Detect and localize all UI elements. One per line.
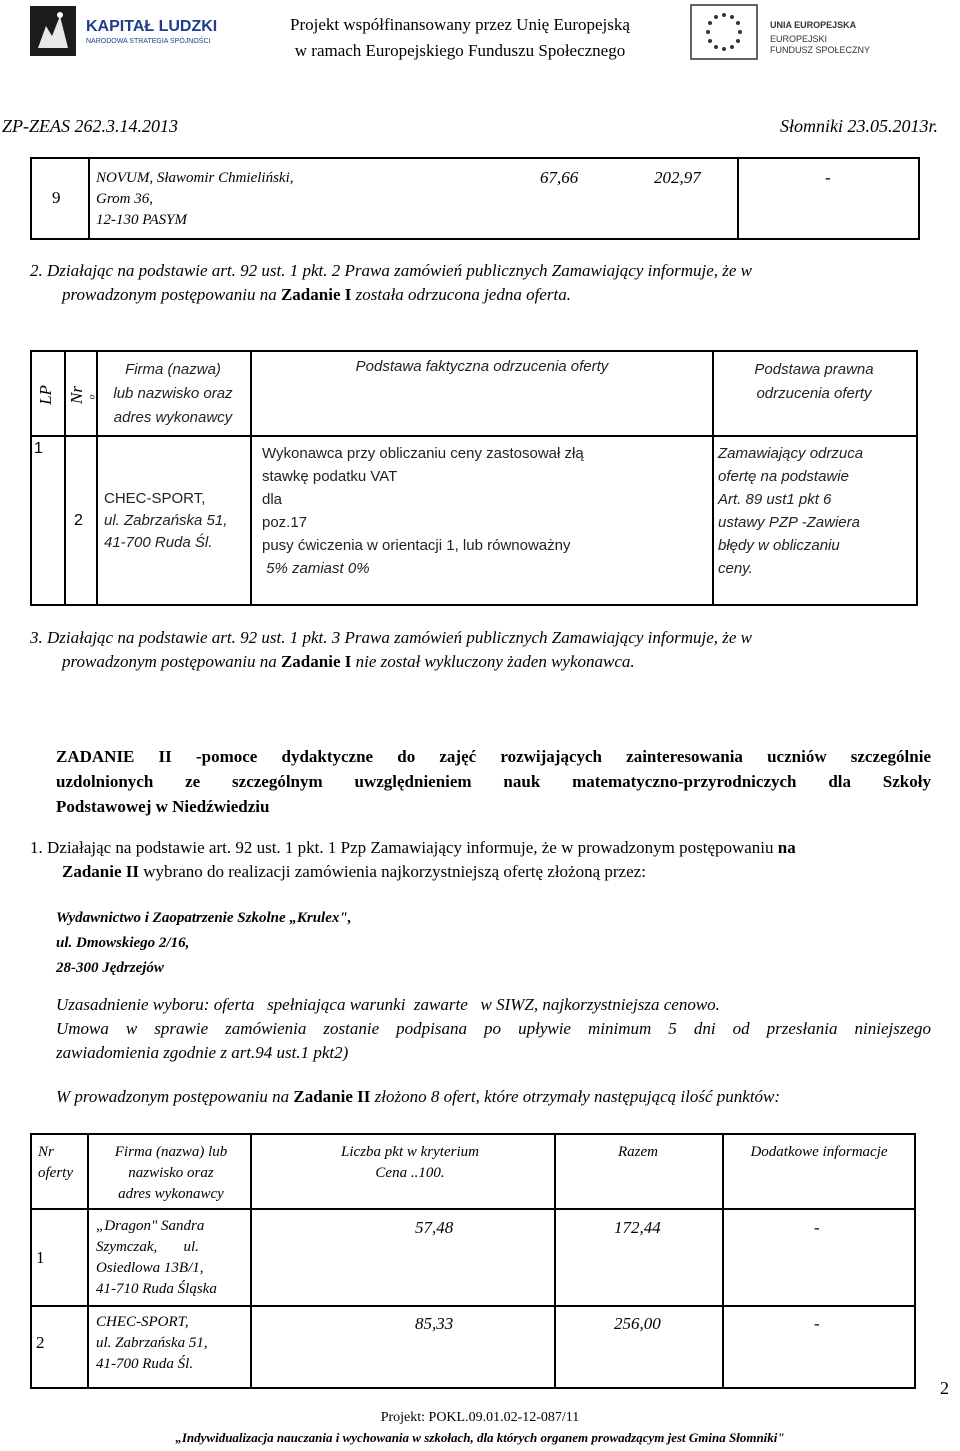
text: ustawy PZP -Zawiera <box>718 514 860 531</box>
text: złożono 8 ofert, które otrzymały następującą ilość punktów: <box>370 1087 781 1106</box>
text: Art. 89 ust1 pkt 6 <box>718 491 832 508</box>
section-3-line-1: 3. Działając na podstawie art. 92 ust. 1 pkt. 3 Prawa zamówień publicznych Zamawiający informuje, że w <box>30 628 753 647</box>
header-nr <box>38 1142 73 1184</box>
row-sum: 172,44 <box>614 1218 661 1237</box>
row-legal-basis <box>718 442 914 580</box>
text: pusy ćwiczenia w orientacji 1, lub równoważny <box>262 537 571 554</box>
winner-street: ul. Dmowskiego 2/16, <box>56 935 190 951</box>
header-extra: Dodatkowe informacje <box>750 1144 888 1160</box>
footer-project: Projekt: POKL.09.01.02-12-087/11 <box>380 1410 580 1425</box>
firm-line: Grom 36, <box>96 191 153 207</box>
text: 1. Działając na podstawie art. 92 ust. 1 pkt. 1 Pzp Zamawiający informuje, że w prowadzonym postępowaniu <box>30 838 778 857</box>
text: Umowa w sprawie zamówienia zostanie podpisana po upływie minimum 5 dni od przesłania niniejszego <box>56 1019 931 1038</box>
table-row-value-2: 202,97 <box>654 168 701 187</box>
header-legal-basis <box>714 358 914 406</box>
text: nie został wykluczony żaden wykonawca. <box>351 652 635 671</box>
eu-logo-line-3: FUNDUSZ SPOŁECZNY <box>770 45 871 55</box>
header-nr-sub: o <box>86 394 97 400</box>
table-row-value-1: 67,66 <box>540 168 579 187</box>
table-row-lp: 9 <box>52 188 61 207</box>
row-nr: 1 <box>36 1248 45 1267</box>
row-nr: 2 <box>36 1333 45 1352</box>
row-lp: 1 <box>34 440 43 457</box>
title-line: ZADANIE II -pomoce dydaktyczne do zajęć rozwijających zainteresowania uczniów szczególnie <box>56 747 931 766</box>
row-firm <box>96 1216 217 1300</box>
cofinancing-line-1: Projekt współfinansowany przez Unię Europejską <box>290 15 630 34</box>
task-name: Zadanie II <box>62 862 139 881</box>
text: Zamawiający odrzuca <box>718 445 864 462</box>
text: wybrano do realizacji zamówienia najkorzystniejszą ofertę złożoną przez: <box>139 862 646 881</box>
row-extra: - <box>814 1218 820 1237</box>
text: adres wykonawcy <box>118 1186 224 1202</box>
section-2-line-2 <box>30 283 930 307</box>
eu-logo-line-2: EUROPEJSKI <box>770 34 828 44</box>
task-name: Zadanie I <box>280 652 352 671</box>
text: oferty <box>38 1165 73 1181</box>
text: prowadzonym postępowaniu na <box>62 652 281 671</box>
text: ofertę na podstawie <box>718 468 849 485</box>
offers-summary <box>56 1085 780 1109</box>
text: odrzucenia oferty <box>756 385 872 402</box>
text: została odrzucona jedna oferta. <box>351 285 571 304</box>
header-lp: LP <box>35 385 55 405</box>
text: dla <box>262 491 283 508</box>
place-and-date: Słomniki 23.05.2013r. <box>779 116 938 136</box>
text: CHEC-SPORT, <box>96 1314 189 1330</box>
eu-logo-line-1: UNIA EUROPEJSKA <box>770 20 857 30</box>
row-points: 57,48 <box>415 1218 454 1237</box>
text: 41-710 Ruda Śląska <box>96 1281 217 1297</box>
text: lub nazwisko oraz <box>113 385 233 402</box>
task-name: Zadanie II <box>293 1087 371 1106</box>
row-extra: - <box>814 1314 820 1333</box>
text: Firma (nazwa) <box>125 361 221 378</box>
text: „Dragon" Sandra <box>96 1218 205 1234</box>
kl-logo-title: KAPITAŁ LUDZKI <box>86 18 218 35</box>
firm-line: NOVUM, Sławomir Chmieliński, <box>96 170 294 186</box>
contract-note <box>56 1017 931 1065</box>
kl-logo-subtitle: NARODOWA STRATEGIA SPÓJNOŚCI <box>86 38 211 45</box>
section-2-paragraph <box>30 259 930 307</box>
text: zawiadomienia zgodnie z art.94 ust.1 pkt2) <box>56 1043 349 1062</box>
text: CHEC-SPORT, <box>104 490 206 507</box>
cofinancing-line-2: w ramach Europejskiego Funduszu Społecznego <box>294 41 626 60</box>
row-sum: 256,00 <box>614 1314 661 1333</box>
zadanie-2-title <box>56 744 931 819</box>
text: na <box>777 838 796 857</box>
paragraph-line <box>30 860 935 884</box>
firm-line: 12-130 PASYM <box>96 212 187 228</box>
text: adres wykonawcy <box>113 409 233 426</box>
text: Szymczak, ul. <box>96 1239 199 1255</box>
text: prowadzonym postępowaniu na <box>62 285 281 304</box>
winner-name: Wydawnictwo i Zaopatrzenie Szkolne „Krulex", <box>56 910 352 926</box>
text: Liczba pkt w kryterium <box>341 1144 479 1160</box>
row-nr: 2 <box>74 512 83 529</box>
row-firm <box>104 488 227 554</box>
reference-number: ZP-ZEAS 262.3.14.2013 <box>2 116 179 136</box>
text: stawkę podatku VAT <box>262 468 398 485</box>
cofinancing-header <box>250 12 670 64</box>
text: 41-700 Ruda Śl. <box>96 1356 194 1372</box>
header-nr: Nr <box>66 386 86 404</box>
text: Nr <box>38 1144 54 1160</box>
row-points: 85,33 <box>415 1314 454 1333</box>
text: nazwisko oraz <box>128 1165 214 1181</box>
section-3-line-2 <box>30 650 930 674</box>
text: W prowadzonym postępowaniu na <box>56 1087 294 1106</box>
section-2-line-1: 2. Działając na podstawie art. 92 ust. 1 pkt. 2 Prawa zamówień publicznych Zamawiający informuje, że w <box>30 261 753 280</box>
kapital-ludzki-logo <box>30 6 230 56</box>
text: ul. Zabrzańska 51, <box>104 512 228 529</box>
row-firm <box>96 1312 208 1375</box>
text: ceny. <box>718 560 753 577</box>
text: ul. Zabrzańska 51, <box>96 1335 208 1351</box>
page-number: 2 <box>940 1378 949 1398</box>
text: Wykonawca przy obliczaniu ceny zastosował złą <box>262 445 584 462</box>
text: Osiedlowa 13B/1, <box>96 1260 204 1276</box>
text: Firma (nazwa) lub <box>114 1144 228 1160</box>
section-3-paragraph <box>30 626 930 674</box>
justification: Uzasadnienie wyboru: oferta spełniająca warunki zawarte w SIWZ, najkorzystniejsza cenowo. <box>56 995 720 1014</box>
row-factual-basis <box>262 442 708 580</box>
eu-flag-icon <box>690 4 758 60</box>
header-firm <box>96 1142 246 1205</box>
title-line: uzdolnionych ze szczególnym uwzględnieniem nauk matematyczno-przyrodniczych dla Szkoły <box>56 772 931 791</box>
header-factual-basis: Podstawa faktyczna odrzucenia oferty <box>355 358 609 375</box>
task-name: Zadanie I <box>280 285 352 304</box>
text: Cena ..100. <box>375 1165 445 1181</box>
winner-city: 28-300 Jędrzejów <box>56 960 164 976</box>
eu-logo <box>690 4 930 66</box>
header-sum: Razem <box>618 1144 658 1160</box>
text: Podstawa prawna <box>754 361 874 378</box>
header-firm <box>98 358 248 430</box>
footer-motto: „Indywidualizacja nauczania i wychowania w szkołach, dla których organem prowadzącym jest Gmina Słomniki" <box>175 1430 785 1445</box>
text: 5% zamiast 0% <box>262 560 370 577</box>
kapital-ludzki-emblem-icon <box>30 6 76 56</box>
header-points <box>330 1142 490 1184</box>
text: poz.17 <box>262 514 308 531</box>
title-line: Podstawowej w Niedźwiedziu <box>56 797 270 816</box>
paragraph-line <box>30 836 935 860</box>
text: błędy w obliczaniu <box>718 537 840 554</box>
text: 41-700 Ruda Śl. <box>104 534 213 551</box>
zadanie-2-paragraph-1 <box>30 836 935 884</box>
winner-address <box>56 906 351 981</box>
table-row-firm <box>96 168 294 231</box>
table-row-value-3: - <box>825 168 831 187</box>
